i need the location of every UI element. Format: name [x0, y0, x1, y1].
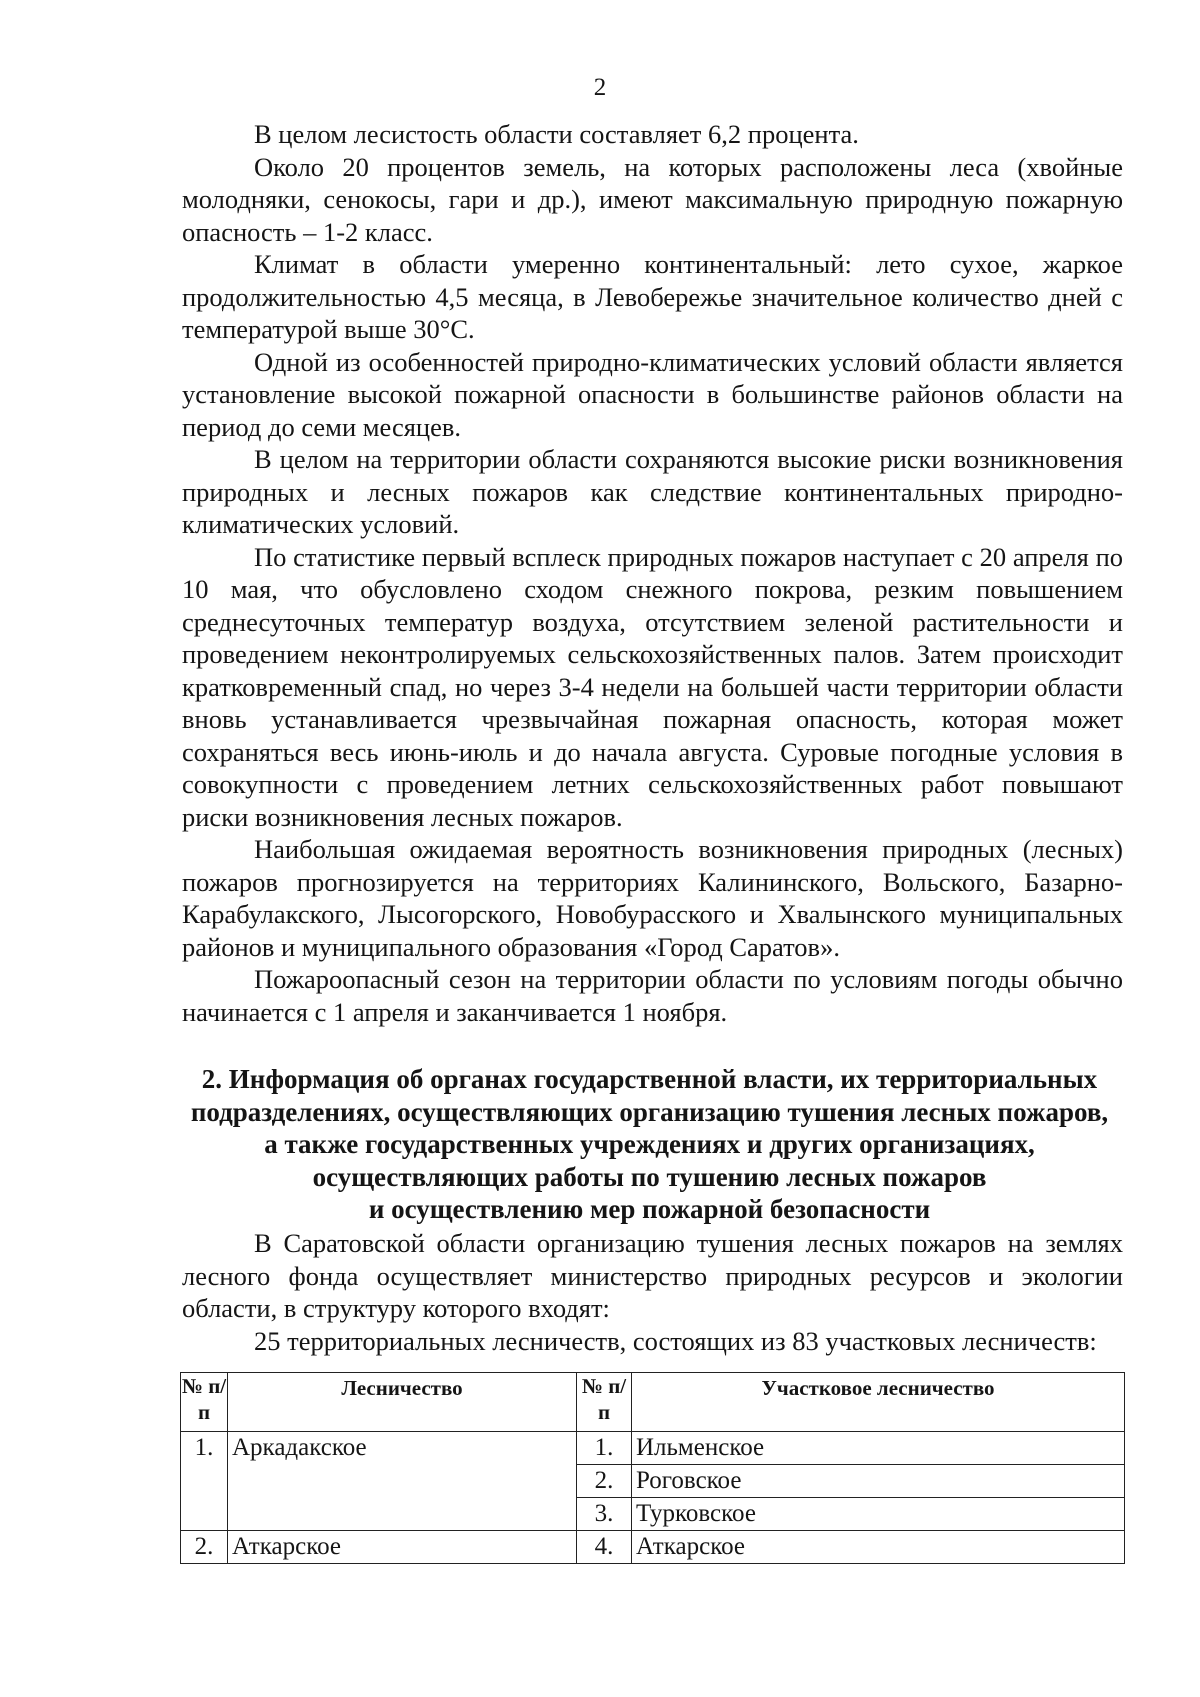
paragraph-climate-features: Одной из особенностей природно-климатических условий области является установление высокой пожарной опасности в большинстве районов области на период до семи месяцев. [182, 346, 1123, 442]
cell-district-forestry: Ильменское [632, 1432, 1125, 1465]
cell-number-2: 2. [577, 1465, 632, 1498]
body-text [182, 118, 1123, 1028]
section-2-text [182, 1227, 1123, 1357]
cell-number: 2. [181, 1531, 228, 1564]
paragraph-fire-statistics: По статистике первый всплеск природных пожаров наступает с 20 апреля по 10 мая, что обусловлено сходом снежного покрова, резким повышением среднесуточных температур воздуха, отсутствием зеленой растительности и проведением неконтролируемых сельскохозяйственных палов. Затем происходит кратковременный спад, но через 3-4 недели на большей части территории области вновь устанавливается чрезвычайная пожарная опасность, которая может сохраняться весь июнь-июль и до начала августа. Суровые погодные условия в совокупности с проведением летних сельскохозяйственных работ повышают риски возникновения лесных пожаров. [182, 541, 1123, 832]
paragraph-ministry: В Саратовской области организацию тушения лесных пожаров на землях лесного фонда осуществляет министерство природных ресурсов и экологии области, в структуру которого входят: [182, 1228, 1123, 1323]
cell-number-2: 1. [577, 1432, 632, 1465]
cell-district-forestry: Роговское [632, 1465, 1125, 1498]
cell-number: 1. [181, 1432, 228, 1531]
cell-district-forestry: Аткарское [632, 1531, 1125, 1564]
paragraph-climate: Климат в области умеренно континентальный: лето сухое, жаркое продолжительностью 4,5 месяца, в Левобережье значительное количество дней с температурой выше 30°С. [182, 249, 1123, 344]
cell-forestry: Аркадакское [228, 1432, 577, 1531]
heading-line: 2. Информация об органах государственной власти, их территориальных [201, 1064, 1098, 1094]
paragraph-fire-forecast: Наибольшая ожидаемая вероятность возникновения природных (лесных) пожаров прогнозируется на территориях Калининского, Вольского, Базарно-Карабулакского, Лысогорского, Новобурасского и Хвалынского муниципальных районов и муниципального образования «Город Саратов». [182, 834, 1123, 962]
page-number: 2 [593, 74, 607, 101]
paragraph-forest-cover: В целом лесистость области составляет 6,2 процента. [254, 119, 859, 149]
heading-line: а также государственных учреждениях и других организациях, [264, 1129, 1035, 1159]
cell-district-forestry: Турковское [632, 1498, 1125, 1531]
cell-number-2: 4. [577, 1531, 632, 1564]
paragraph-fire-risks: В целом на территории области сохраняются высокие риски возникновения природных и лесных пожаров как следствие континентальных природно-климатических условий. [182, 444, 1123, 539]
forestry-table [180, 1372, 1125, 1564]
heading-line: осуществляющих работы по тушению лесных пожаров [312, 1161, 987, 1192]
cell-forestry: Аткарское [228, 1531, 577, 1564]
paragraph-forestry-count: 25 территориальных лесничеств, состоящих из 83 участковых лесничеств: [254, 1325, 1097, 1356]
header-number-2: № п/п [577, 1373, 632, 1432]
heading-line: и осуществлению мер пожарной безопасности [368, 1194, 931, 1224]
table-row [181, 1531, 1125, 1564]
header-district-forestry: Участковое лесничество [632, 1373, 1125, 1432]
table-row [181, 1432, 1125, 1465]
table-header-row [181, 1373, 1125, 1432]
paragraph-fire-hazard-class: Около 20 процентов земель, на которых расположены леса (хвойные молодняки, сенокосы, гари и др.), имеют максимальную природную пожарную опасность – 1-2 класс. [182, 151, 1123, 247]
cell-number-2: 3. [577, 1498, 632, 1531]
header-forestry: Лесничество [228, 1373, 577, 1432]
paragraph-fire-season: Пожароопасный сезон на территории области по условиям погоды обычно начинается с 1 апреля и заканчивается 1 ноября. [182, 964, 1123, 1027]
section-2-heading [162, 1063, 1137, 1226]
header-number: № п/п [181, 1373, 228, 1432]
heading-line: подразделениях, осуществляющих организацию тушения лесных пожаров, [190, 1096, 1109, 1127]
